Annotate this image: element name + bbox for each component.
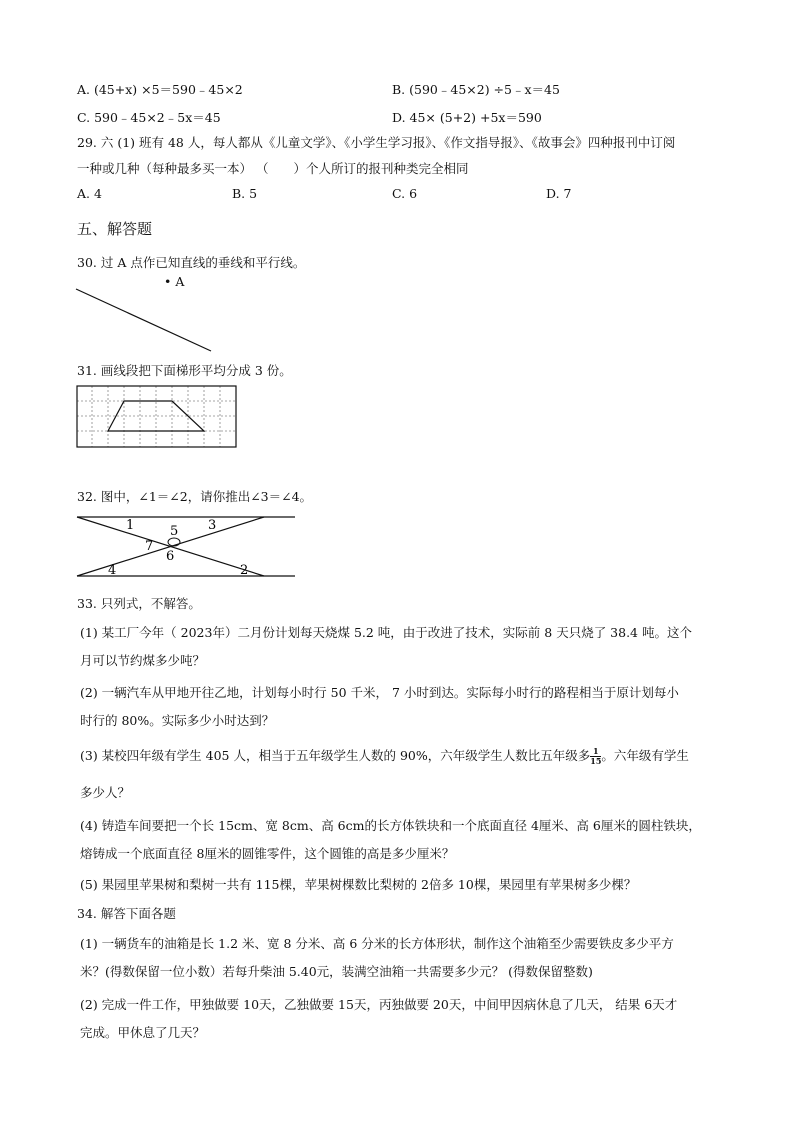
q33-part3-line2: 多少人？	[80, 785, 131, 800]
section-title: 五、解答题	[77, 220, 153, 238]
q30-given-line-figure	[72, 284, 217, 356]
q32-angle-label-2: 2	[240, 563, 249, 578]
q32-angle-label-7: 7	[145, 539, 154, 554]
q33-part3-text: (3) 某校四年级有学生 405 人，相当于五年级学生人数的 90%，六年级学生人数比五年级多	[80, 748, 591, 763]
q33-part1-line1: (1) 某工厂今年（ 2023年）二月份计划每天烧煤 5.2 吨，由于改进了技术，实际前 8 天只烧了 38.4 吨。这个	[80, 625, 692, 640]
q34-part2-line1: (2) 完成一件工作，甲独做要 10天，乙独做要 15天，丙独做要 20天，中间甲因病休息了几天， 结果 6天才	[80, 997, 678, 1012]
q29-option-a: A. 4	[77, 186, 102, 201]
q33-part2-line2: 时行的 80%。实际多少小时达到？	[80, 713, 275, 728]
q28-option-a: A. (45+x) ×5＝590﹣45×2	[77, 82, 243, 97]
q33-part4-line1: (4) 铸造车间要把一个长 15cm、宽 8cm、高 6cm的长方体铁块和一个底面直径 4厘米、高 6厘米的圆柱铁块，	[80, 818, 701, 833]
q34-part1-line2: 米？(得数保留一位小数）若每升柴油 5.40元，装满空油箱一共需要多少元？ (得数保留整数)	[80, 964, 593, 979]
q30-point-a-label: • A	[164, 274, 185, 289]
q28-option-c: C. 590﹣45×2﹣5x＝45	[77, 110, 221, 125]
q31-grid-lines	[77, 386, 236, 447]
q34-part2-line2: 完成。甲休息了几天？	[80, 1025, 206, 1040]
q28-option-d: D. 45× (5+2) +5x＝590	[392, 110, 542, 125]
fraction-numerator: 1	[590, 747, 601, 757]
q32-angle-label-4: 4	[108, 563, 117, 578]
q32-angle-figure	[74, 512, 298, 580]
q32-text: 32. 图中，∠1＝∠2，请你推出∠3＝∠4。	[77, 489, 313, 504]
q32-angle-label-6: 6	[166, 549, 175, 564]
q32-angle-label-3: 3	[208, 518, 217, 533]
q32-angle-label-5: 5	[170, 524, 179, 539]
q28-option-b: B. (590﹣45×2) ÷5﹣x＝45	[392, 82, 560, 97]
q34-part1-line1: (1) 一辆货车的油箱是长 1.2 米、宽 8 分米、高 6 分米的长方体形状，制作这个油箱至少需要铁皮多少平方	[80, 936, 674, 951]
fraction-denominator: 15	[590, 756, 602, 766]
q29-option-d: D. 7	[546, 186, 572, 201]
q33-part5-line1: (5) 果园里苹果树和梨树一共有 115棵，苹果树棵数比梨树的 2倍多 10棵，果园里有苹果树多少棵？	[80, 877, 637, 892]
q29-text-line1: 29. 六 (1) 班有 48 人，每人都从《儿童文学》、《小学生学习报》、《作文指导报》、《故事会》四种报刊中订阅	[77, 135, 676, 150]
q30-given-line	[76, 289, 211, 351]
q31-grid-border	[77, 386, 236, 447]
q33-part3-fraction	[590, 747, 601, 766]
q29-text-line2: 一种或几种（每种最多买一本） （ ）个人所订的报刊种类完全相同	[77, 161, 469, 176]
q29-option-b: B. 5	[232, 186, 258, 201]
q33-part3-text-end: 。六年级有学生	[601, 748, 689, 763]
q31-text: 31. 画线段把下面梯形平均分成 3 份。	[77, 363, 292, 378]
q33-part3-line1	[80, 746, 689, 766]
q31-trapezoid-grid-figure	[76, 385, 238, 449]
q30-text: 30. 过 A 点作已知直线的垂线和平行线。	[77, 255, 306, 270]
q34-title: 34. 解答下面各题	[77, 906, 176, 921]
q33-part1-line2: 月可以节约煤多少吨？	[80, 653, 206, 668]
q32-angle-label-1: 1	[126, 518, 135, 533]
q33-part2-line1: (2) 一辆汽车从甲地开往乙地，计划每小时行 50 千米， 7 小时到达。实际每小时行的路程相当于原计划每小	[80, 685, 679, 700]
q33-part4-line2: 熔铸成一个底面直径 8厘米的圆锥零件，这个圆锥的高是多少厘米？	[80, 846, 455, 861]
q29-option-c: C. 6	[392, 186, 418, 201]
q33-title: 33. 只列式，不解答。	[77, 596, 201, 611]
